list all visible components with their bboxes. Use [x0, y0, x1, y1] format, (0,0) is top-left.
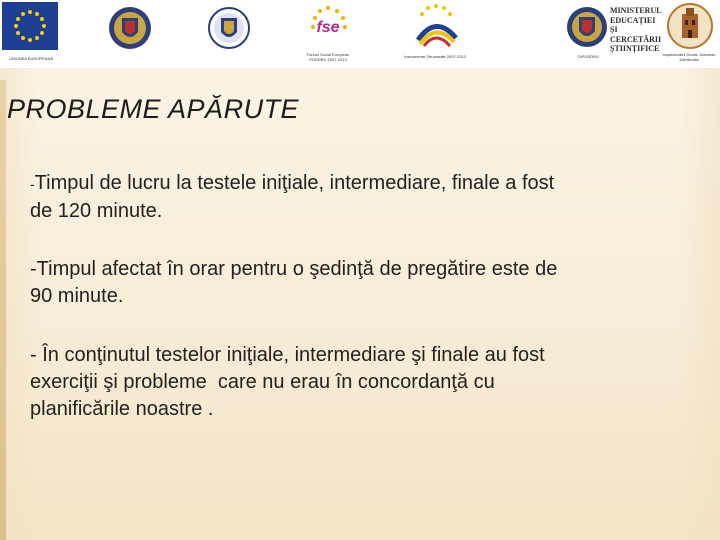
- logo-bar: [0, 0, 720, 68]
- paragraph-3: [30, 342, 690, 423]
- ministry-seal-caption: OIPOSDRU: [577, 54, 599, 59]
- ministry-coat-of-arms-icon: [566, 3, 608, 51]
- paragraph-1-line-2: de 120 minute.: [30, 200, 163, 222]
- slide-title: PROBLEME APĂRUTE: [7, 94, 300, 124]
- fse-caption: Fondul Social European POSDRU 2007-2013: [306, 52, 350, 62]
- paragraph-2-text: Timpul afectat în orar pentru o şedinţă de pregătire este de: [36, 258, 558, 280]
- paragraph-1-text: Timpul de lucru la testele iniţiale, intermediare, finale a fost: [34, 172, 555, 194]
- inspectorate-building-icon: [664, 2, 716, 50]
- government-seal-2-logo: [208, 4, 250, 57]
- left-decorative-edge: [0, 80, 6, 540]
- eu-flag-logo: [2, 2, 58, 55]
- bullet-dash: -: [30, 344, 43, 366]
- instrumente-structurale-icon: [408, 0, 464, 50]
- coat-of-arms-icon: [108, 4, 152, 52]
- paragraph-2-line-1: [30, 256, 690, 283]
- ministry-text-logo: MINISTERUL EDUCAȚIEI ȘI CERCETĂRII ȘTIINȚIFICE: [610, 6, 662, 53]
- instrumente-structurale-logo: [408, 0, 464, 55]
- eu-flag-icon: [2, 2, 58, 50]
- ministry-seal-logo: [566, 3, 608, 56]
- paragraph-3-line-2: exerciţii şi probleme care nu erau în concordanţă cu: [30, 371, 495, 393]
- paragraph-3-text: În conţinutul testelor iniţiale, intermediare şi finale au fost: [42, 344, 545, 366]
- paragraph-3-line-3: planificările noastre .: [30, 398, 214, 420]
- paragraph-3-line-1: [30, 342, 690, 369]
- fse-icon: [305, 2, 351, 50]
- instrumente-caption: Instrumente Structurale 2007-2013: [404, 54, 466, 59]
- inspectorate-caption: Inspectoratul Școlar Județean Dâmbovița: [662, 52, 716, 62]
- eu-caption: UNIUNEA EUROPEANĂ: [8, 56, 53, 61]
- paragraph-2-line-2: 90 minute.: [30, 285, 124, 307]
- school-inspectorate-logo: [664, 2, 716, 55]
- paragraph-2: [30, 256, 690, 310]
- paragraph-1: [30, 170, 690, 225]
- bullet-dash: -: [30, 176, 35, 192]
- coat-of-arms-2-icon: [208, 4, 250, 52]
- government-seal-logo: [108, 4, 152, 57]
- fse-logo: [305, 2, 351, 55]
- paragraph-1-line-1: [30, 170, 690, 198]
- bullet-dash: -: [30, 258, 37, 280]
- svg-text:fse: fse: [316, 19, 340, 36]
